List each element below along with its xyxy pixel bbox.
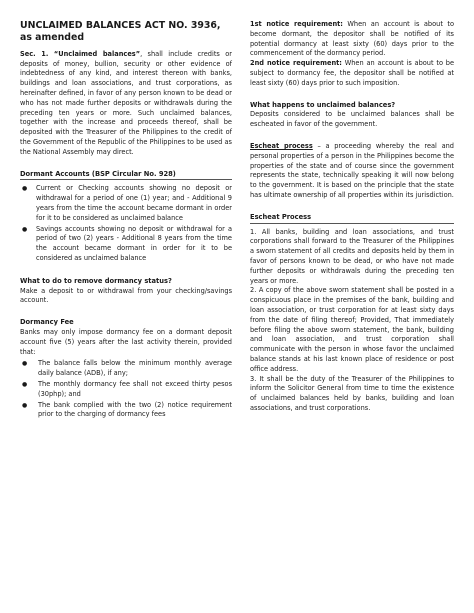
second-notice-text: When an account is about to be subject to dormancy fee, the depositor shall be notified at least sixty (60) days prior to such imposition.	[250, 59, 454, 87]
list-item: ● Current or Checking accounts showing no deposit or withdrawal for a period of one (1) year; and - Additional 9 years from the time the account became dormant in order for it to be considered as unclaimed balance	[20, 184, 232, 223]
remove-dormancy-heading: What to do to remove dormancy status?	[20, 276, 172, 285]
dormancy-fee-text: Banks may only impose dormancy fee on a dormant deposit account five (5) years after the last activity therein, provided that:	[20, 327, 232, 356]
section-1-paragraph	[20, 50, 232, 158]
section-1-label: Sec. 1. “Unclaimed balances”	[20, 49, 141, 58]
heading-divider	[20, 179, 232, 180]
right-column	[250, 20, 454, 414]
process-step-1: 1. All banks, building and loan associations, and trust corporations shall forward to the Treasurer of the Philippines a sworn statement of all credits and deposits held by them in favor of persons known to be dead, or who have not made further deposits or withdrawals during the preceding ten years or more.	[250, 227, 454, 285]
title-main: UNCLAIMED BALANCES ACT NO. 3936,	[20, 20, 221, 31]
title-rest: as amended	[20, 32, 85, 44]
section-1-text: , shall include credits or deposits of money, bullion, security or other evidence of indebtedness of any kind, and interest thereon with banks, buildings and loan associations, and trust corporations, as hereinafter defined, in favor of any person known to be dead or who has not made further deposits or withdrawals during the preceding ten years or more. Such unclaimed balances, together with the increase and proceeds thereof, shall be deposited with the Treasurer of the Philippines to the credit of the Government of the Republic of the Philippines to be used as the National Assembly may direct.	[20, 49, 232, 156]
dormancy-fee-list	[20, 359, 232, 420]
dormant-accounts-list	[20, 184, 232, 263]
dormant-accounts-heading: Dormant Accounts (BSP Circular No. 928)	[20, 169, 176, 178]
process-step-3: 3. It shall be the duty of the Treasurer of the Philippines to inform the Solicitor General from time to time the existence of unclaimed balances held by banks, building and loan associations, and trust corporations.	[250, 374, 454, 412]
what-happens-heading: What happens to unclaimed balances?	[250, 100, 396, 109]
second-notice-label: 2nd notice requirement:	[250, 59, 342, 68]
left-column	[20, 20, 232, 421]
dormancy-fee-heading: Dormancy Fee	[20, 318, 74, 327]
first-notice-text: When an account is about to become dormant, the depositor shall be notified of its potential dormancy at least sixty (60) days prior to the commencement of the dormancy period.	[250, 20, 454, 58]
list-item: ● The monthly dormancy fee shall not exceed thirty pesos (30php); and	[20, 380, 232, 400]
first-notice-paragraph	[250, 20, 454, 59]
second-notice-paragraph	[250, 59, 454, 88]
escheat-process-heading: Escheat Process	[250, 212, 312, 221]
remove-dormancy-text: Make a deposit to or withdrawal from your checking/savings account.	[20, 286, 232, 305]
heading-divider	[250, 223, 454, 224]
first-notice-label: 1st notice requirement:	[250, 20, 343, 28]
what-happens-text: Deposits considered to be unclaimed balances shall be escheated in favor of the government.	[250, 110, 454, 129]
list-item: ● Savings accounts showing no deposit or withdrawal for a period of two (2) years - Additional 8 years from the time the account became dormant in order for it to be considered as unclaimed balance	[20, 225, 232, 264]
process-step-2: 2. A copy of the above sworn statement shall be posted in a conspicuous place in the premises of the bank, building and loan association, or trust corporation for at least sixty days from the date of filing thereof; Provided, That immediately before filing the above sworn statement, the bank, building and loan association, and trust corporation shall communicate with the person in whose favor the unclaimed balance stands at his last known place of residence or post office address.	[250, 286, 454, 373]
escheat-text: – a proceeding whereby the real and personal properties of a person in the Philippines become the properties of the state and of course since the government represents the state, technically speaking it will now belong to the government. It is based on the principle that the state has ultimate ownership of all properties within its jurisdiction.	[250, 141, 454, 199]
list-item: ● The balance falls below the minimum monthly average daily balance (ADB), if any;	[20, 359, 232, 379]
document-title	[20, 20, 232, 45]
escheat-paragraph	[250, 142, 454, 201]
escheat-label: Escheat process	[250, 141, 313, 150]
list-item: ● The bank complied with the two (2) notice requirement prior to the charging of dormancy fees	[20, 401, 232, 421]
